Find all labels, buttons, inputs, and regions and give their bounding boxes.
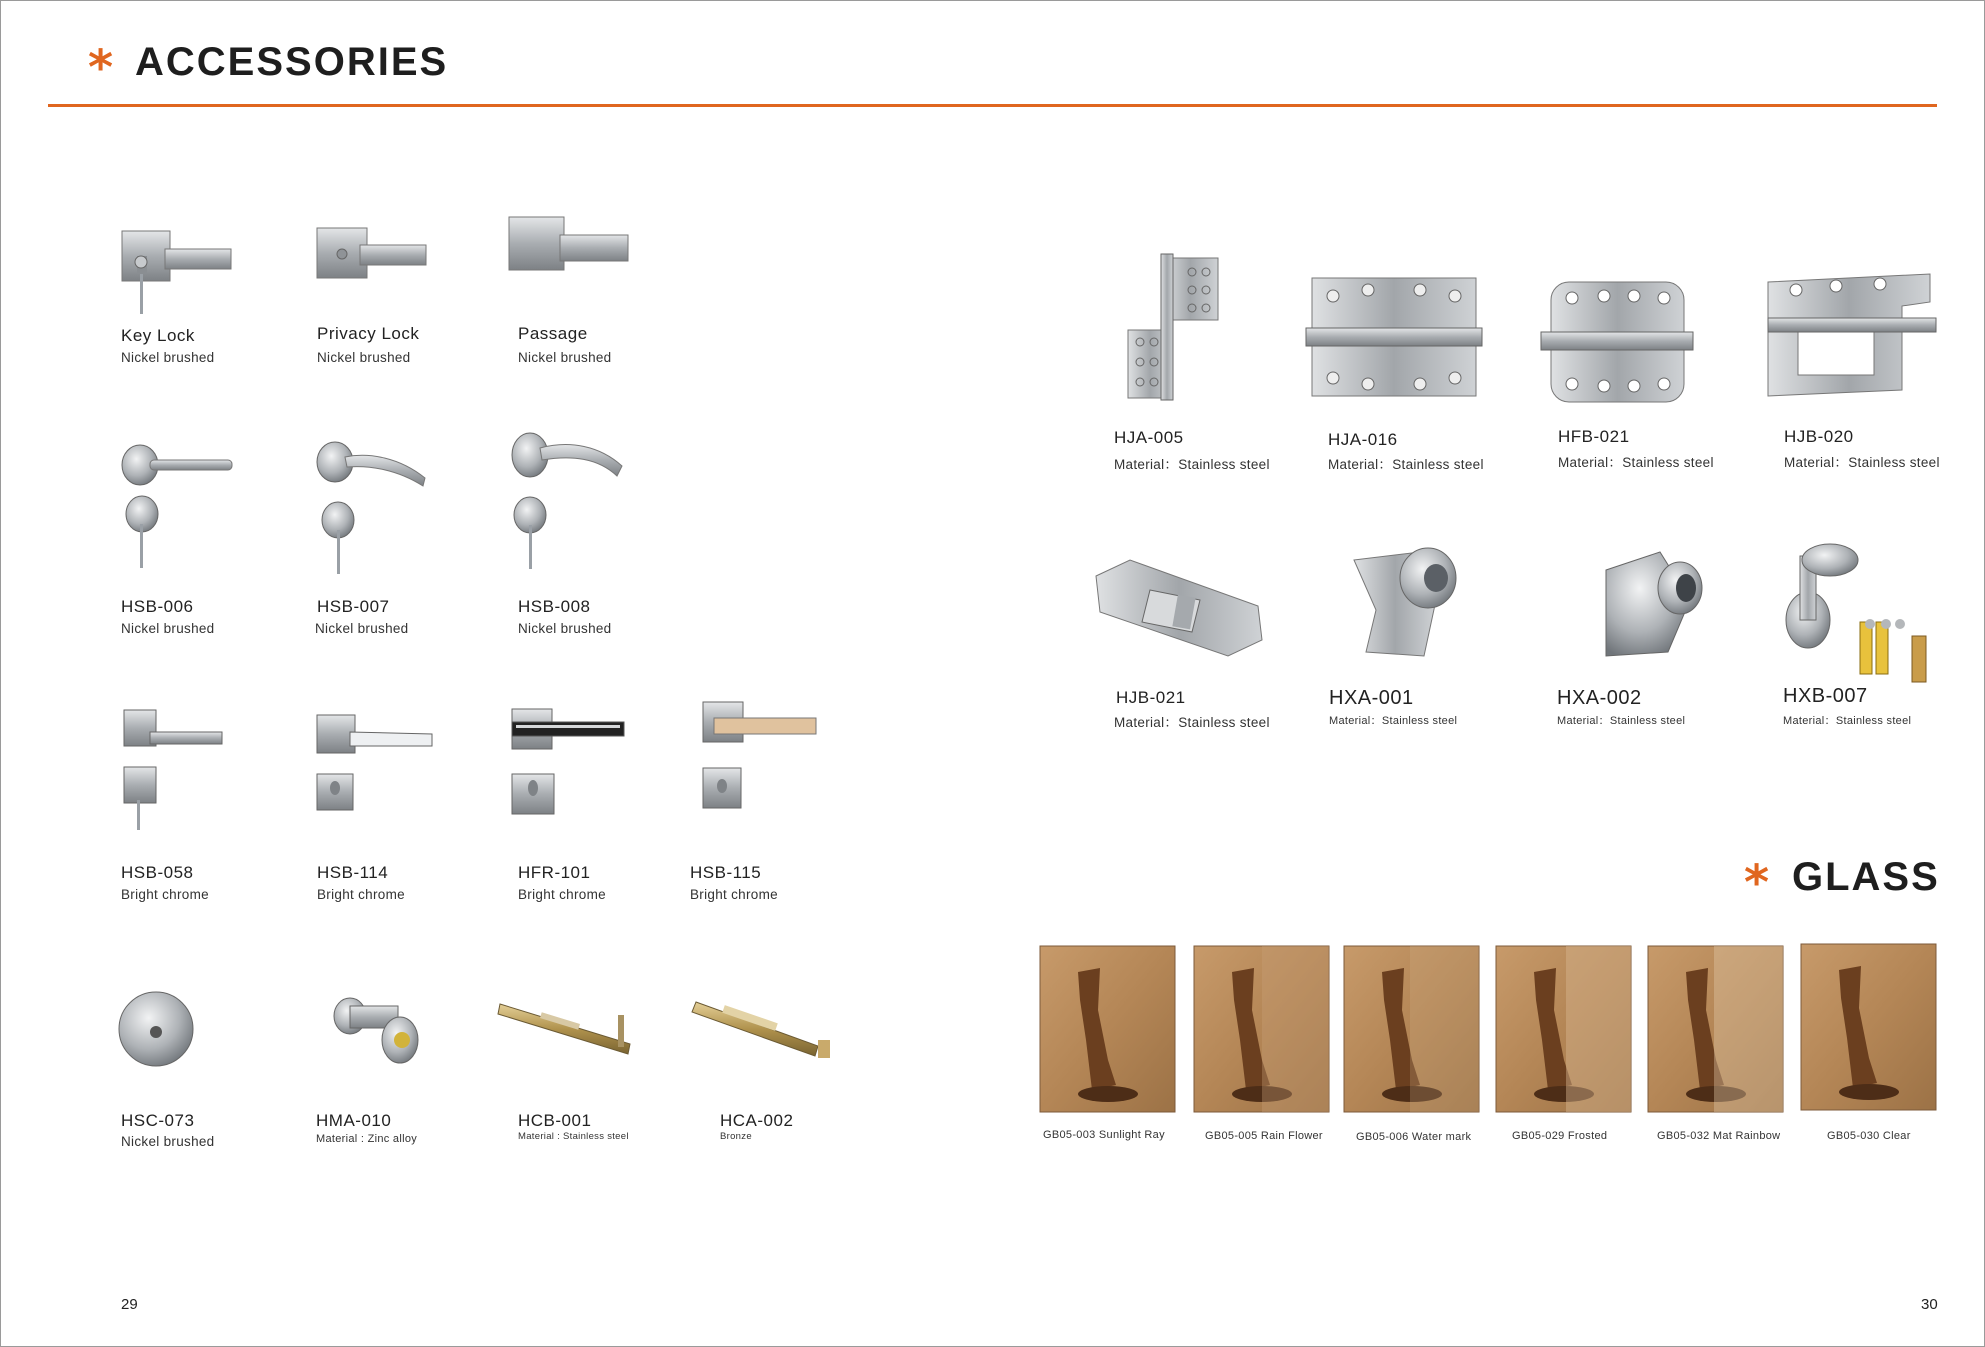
product-code: HFB-021 bbox=[1558, 427, 1630, 446]
product-code: HCB-001 bbox=[518, 1111, 592, 1130]
glass-swatch-1 bbox=[1040, 946, 1175, 1112]
glass-swatches bbox=[1040, 944, 1936, 1112]
hxa-002-image bbox=[1606, 552, 1702, 656]
product-finish: Nickel brushed bbox=[121, 1134, 215, 1149]
product-material: Material：Stainless steel bbox=[1784, 455, 1940, 470]
product-code: HSB-008 bbox=[518, 597, 591, 616]
product-code: HJA-016 bbox=[1328, 430, 1398, 449]
glass-swatch-4 bbox=[1496, 946, 1631, 1112]
product-code: HSB-114 bbox=[317, 863, 389, 882]
hsc-073-image bbox=[119, 992, 193, 1066]
page-number-right: 30 bbox=[1921, 1296, 1938, 1313]
product-finish: Bright chrome bbox=[518, 887, 606, 902]
product-finish: Bronze bbox=[720, 1131, 752, 1142]
hsb-006-image bbox=[122, 445, 232, 568]
hsb-058-image bbox=[124, 710, 222, 830]
product-code: HJB-021 bbox=[1116, 688, 1186, 707]
product-finish: Bright chrome bbox=[121, 887, 209, 902]
glass-caption: GB05-029 Frosted bbox=[1512, 1130, 1608, 1142]
page-number-left: 29 bbox=[121, 1296, 138, 1313]
hfr-101-image bbox=[512, 709, 624, 814]
product-material: Material：Stainless steel bbox=[1783, 715, 1912, 727]
product-code: HSB-007 bbox=[317, 597, 390, 616]
page-title: ACCESSORIES bbox=[135, 40, 449, 84]
product-finish: Nickel brushed bbox=[518, 621, 612, 636]
product-code: HSB-006 bbox=[121, 597, 194, 616]
glass-swatch-3 bbox=[1344, 946, 1479, 1112]
product-code: Key Lock bbox=[121, 326, 195, 345]
product-finish: Nickel brushed bbox=[121, 350, 215, 365]
product-code: Privacy Lock bbox=[317, 324, 420, 343]
hsb-008-image bbox=[512, 433, 622, 569]
glass-title: GLASS bbox=[1792, 855, 1940, 899]
product-code: HSB-058 bbox=[121, 863, 194, 882]
product-finish: Nickel brushed bbox=[121, 621, 215, 636]
product-material: Material：Stainless steel bbox=[1329, 715, 1458, 727]
glass-star-icon: * bbox=[1744, 855, 1770, 911]
product-finish: Nickel brushed bbox=[518, 350, 612, 365]
product-material: Material：Stainless steel bbox=[1114, 715, 1270, 730]
hjb-020-image bbox=[1768, 274, 1936, 396]
header-star-icon: * bbox=[88, 40, 114, 96]
product-material: Material：Stainless steel bbox=[1558, 455, 1714, 470]
product-finish: Bright chrome bbox=[690, 887, 778, 902]
hxb-007-image bbox=[1786, 544, 1926, 682]
glass-caption: GB05-006 Water mark bbox=[1356, 1131, 1472, 1143]
product-finish: Material : Stainless steel bbox=[518, 1131, 629, 1142]
product-code: HJA-005 bbox=[1114, 428, 1184, 447]
glass-swatch-2 bbox=[1194, 946, 1329, 1112]
hsb-114-image bbox=[317, 715, 432, 810]
privacy-lock-image bbox=[317, 228, 426, 278]
hfb-021-image bbox=[1541, 282, 1693, 402]
glass-caption: GB05-005 Rain Flower bbox=[1205, 1130, 1323, 1142]
hma-010-image bbox=[334, 998, 418, 1063]
glass-swatch-5 bbox=[1648, 946, 1783, 1112]
product-code: HMA-010 bbox=[316, 1111, 392, 1130]
product-code: HXB-007 bbox=[1783, 685, 1868, 707]
product-code: HXA-002 bbox=[1557, 687, 1642, 709]
product-finish: Material : Zinc alloy bbox=[316, 1133, 418, 1145]
product-finish: Bright chrome bbox=[317, 887, 405, 902]
product-code: Passage bbox=[518, 324, 588, 343]
passage-image bbox=[509, 217, 628, 270]
product-finish: Nickel brushed bbox=[315, 621, 409, 636]
hja-016-image bbox=[1306, 278, 1482, 396]
glass-caption: GB05-032 Mat Rainbow bbox=[1657, 1130, 1781, 1142]
hsb-007-image bbox=[317, 442, 425, 574]
hcb-001-image bbox=[498, 1004, 630, 1054]
glass-caption: GB05-030 Clear bbox=[1827, 1130, 1911, 1142]
product-code: HSB-115 bbox=[690, 863, 762, 882]
product-code: HCA-002 bbox=[720, 1111, 794, 1130]
product-material: Material：Stainless steel bbox=[1557, 715, 1686, 727]
key-lock-image bbox=[122, 231, 231, 314]
product-code: HFR-101 bbox=[518, 863, 591, 882]
product-material: Material：Stainless steel bbox=[1114, 457, 1270, 472]
product-code: HJB-020 bbox=[1784, 427, 1854, 446]
product-finish: Nickel brushed bbox=[317, 350, 411, 365]
glass-swatch-6 bbox=[1801, 944, 1936, 1110]
glass-caption: GB05-003 Sunlight Ray bbox=[1043, 1129, 1165, 1141]
hjb-021-image bbox=[1096, 560, 1262, 656]
hsb-115-image bbox=[703, 702, 816, 808]
hca-002-image bbox=[692, 1002, 830, 1058]
product-code: HSC-073 bbox=[121, 1111, 195, 1130]
product-material: Material：Stainless steel bbox=[1328, 457, 1484, 472]
hja-005-image bbox=[1128, 254, 1218, 400]
hxa-001-image bbox=[1354, 548, 1456, 656]
product-code: HXA-001 bbox=[1329, 687, 1414, 709]
